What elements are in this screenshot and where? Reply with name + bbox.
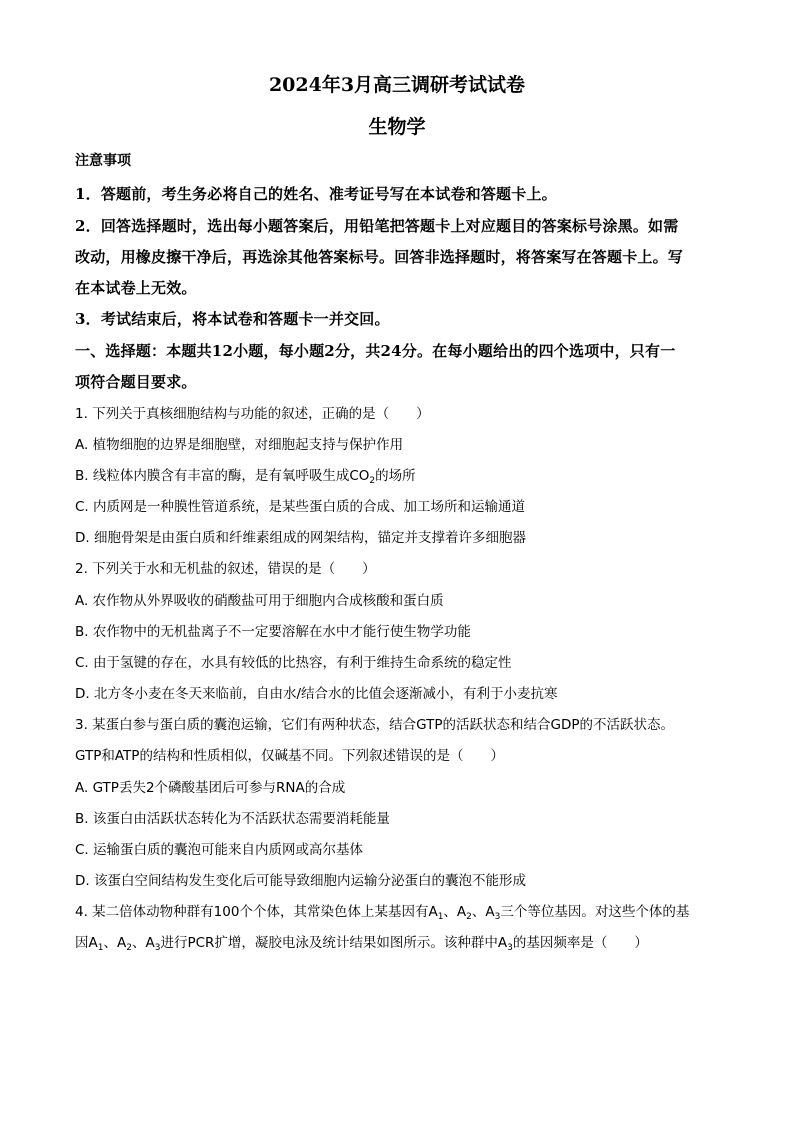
notice-item-1: 1．答题前，考生务必将自己的姓名、准考证号写在本试卷和答题卡上。 <box>75 185 557 203</box>
q2-option-c: C. 由于氢键的存在，水具有较低的比热容，有利于维持生命系统的稳定性 <box>75 655 512 671</box>
q1-stem: 1. 下列关于真核细胞结构与功能的叙述，正确的是（ ） <box>75 406 430 422</box>
q1-option-a: A. 植物细胞的边界是细胞壁，对细胞起支持与保护作用 <box>75 437 404 453</box>
notice-item-2-cont: 改动，用橡皮擦干净后，再选涂其他答案标号。回答非选择题时，将答案写在答题卡上。写 <box>75 248 684 266</box>
q1-option-c: C. 内质网是一种膜性管道系统，是某些蛋白质的合成、加工场所和运输通道 <box>75 499 526 515</box>
section-heading-cont: 项符合题目要求。 <box>75 373 197 391</box>
notice-heading: 注意事项 <box>75 153 131 169</box>
q3-option-d: D. 该蛋白空间结构发生变化后可能导致细胞内运输分泌蛋白的囊泡不能形成 <box>75 873 526 889</box>
notice-item-2: 2．回答选择题时，选出每小题答案后，用铅笔把答题卡上对应题目的答案标号涂黑。如需 <box>75 217 679 235</box>
q3-stem: 3. 某蛋白参与蛋白质的囊泡运输，它们有两种状态，结合GTP的活跃状态和结合GDP的不活跃状态。 <box>75 717 675 733</box>
q4-stem-cont: 因$A_1$、$A_2$、$A_3$进行PCR扩增，凝胶电泳及统计结果如图所示。该种群中$A_3$的基因频率是（ ） <box>75 935 648 953</box>
q4-stem: 4. 某二倍体动物种群有100个个体，其常染色体上某基因有$A_1$、$A_2$、$A_3$三个等位基因。对这些个体的基 <box>75 904 690 922</box>
q2-option-d: D. 北方冬小麦在冬天来临前，自由水/结合水的比值会逐渐减小，有利于小麦抗寒 <box>75 686 558 702</box>
q3-option-a: A. GTP丢失2个磷酸基团后可参与RNA的合成 <box>75 780 346 796</box>
q3-option-c: C. 运输蛋白质的囊泡可能来自内质网或高尔基体 <box>75 842 364 858</box>
q1-option-b: B. 线粒体内膜含有丰富的酶，是有氧呼吸生成$CO_2$的场所 <box>75 468 416 486</box>
q3-option-b: B. 该蛋白由活跃状态转化为不活跃状态需要消耗能量 <box>75 811 390 827</box>
q2-option-a: A. 农作物从外界吸收的硝酸盐可用于细胞内合成核酸和蛋白质 <box>75 593 444 609</box>
q3-stem-cont: GTP和ATP的结构和性质相似，仅碱基不同。下列叙述错误的是（ ） <box>75 748 504 764</box>
q2-option-b: B. 农作物中的无机盐离子不一定要溶解在水中才能行使生物学功能 <box>75 624 471 640</box>
q1-option-d: D. 细胞骨架是由蛋白质和纤维素组成的网架结构，锚定并支撑着许多细胞器 <box>75 530 526 546</box>
exam-title: 2024年3月高三调研考试试卷 <box>268 74 526 96</box>
notice-item-3: 3．考试结束后，将本试卷和答题卡一并交回。 <box>75 310 390 328</box>
section-heading: 一、选择题：本题共12小题，每小题2分，共24分。在每小题给出的四个选项中，只有一 <box>75 342 676 360</box>
q2-stem: 2. 下列关于水和无机盐的叙述，错误的是（ ） <box>75 561 376 577</box>
notice-item-2-end: 在本试卷上无效。 <box>75 279 197 297</box>
subject-title: 生物学 <box>368 116 426 138</box>
